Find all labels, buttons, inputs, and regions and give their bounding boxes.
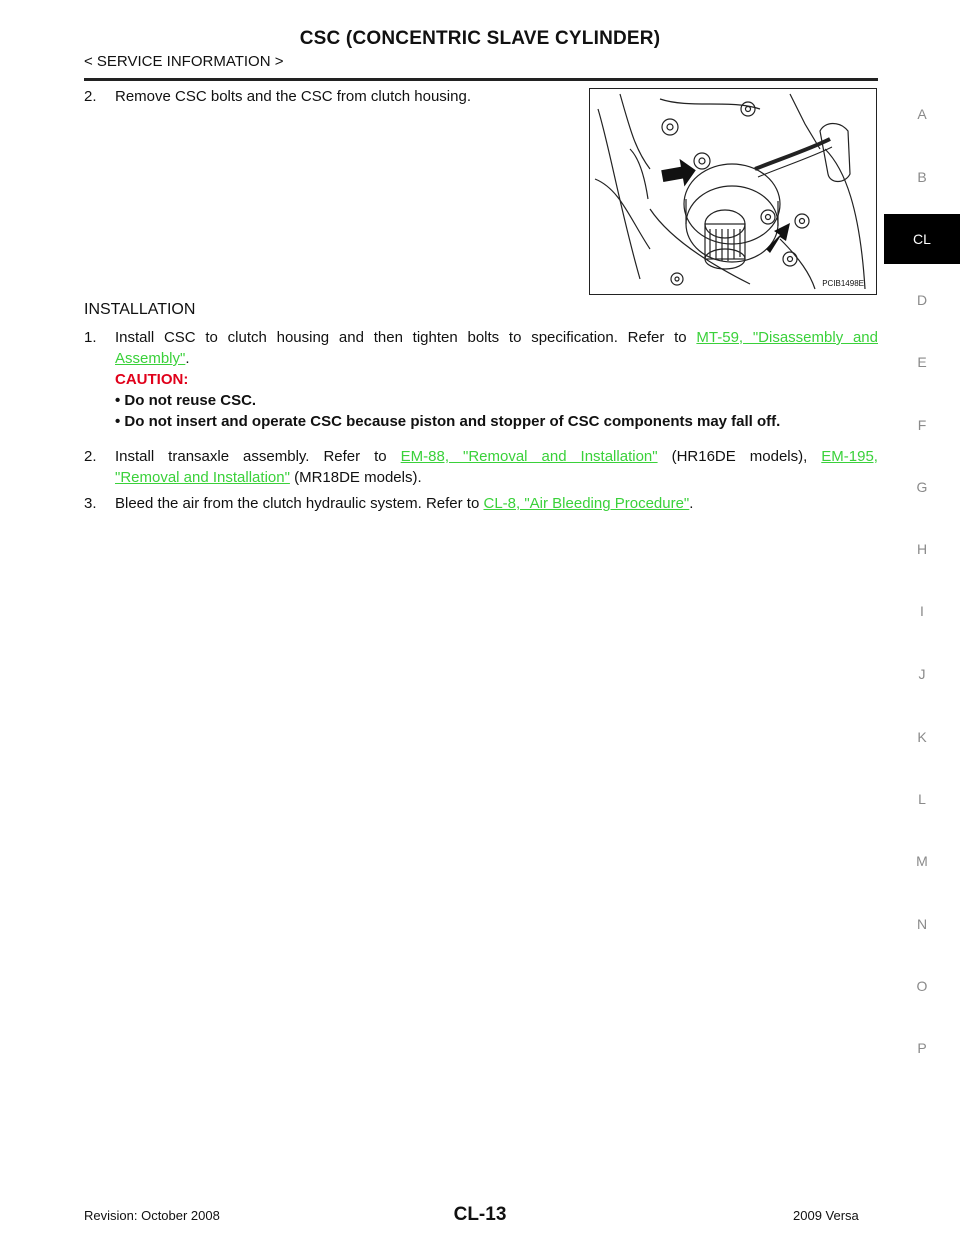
side-index-a[interactable]: A	[917, 106, 927, 122]
footer-page-number: CL-13	[453, 1204, 507, 1225]
footer-model: 2009 Versa	[793, 1208, 859, 1223]
installation-step-1	[84, 327, 878, 430]
punct: .	[689, 495, 694, 512]
csc-figure	[589, 88, 877, 295]
step-text: Remove CSC bolts and the CSC from clutch housing.	[115, 88, 471, 105]
caution-label: CAUTION:	[115, 371, 189, 388]
step-number: 3.	[84, 495, 97, 512]
side-index-n[interactable]: N	[916, 916, 928, 932]
header-rule	[84, 78, 878, 81]
side-index-g[interactable]: G	[916, 479, 928, 495]
caution-item: • Do not reuse CSC.	[115, 392, 257, 409]
section-header: < SERVICE INFORMATION >	[84, 53, 284, 70]
link-mt-59-cont[interactable]: Assembly"	[115, 350, 186, 367]
side-index-j[interactable]: J	[918, 666, 926, 682]
installation-heading: INSTALLATION	[84, 301, 196, 318]
link-em-195[interactable]: EM-195,	[821, 448, 878, 465]
side-index-i[interactable]: I	[920, 603, 924, 619]
step-number: 2.	[84, 448, 97, 465]
side-index-l[interactable]: L	[918, 791, 926, 807]
step-number: 2.	[84, 88, 97, 105]
side-index-cl-active[interactable]: CL	[884, 214, 960, 264]
step-text: (MR18DE models).	[294, 469, 422, 486]
step-text: Install CSC to clutch housing and then tighten bolts to specification. Refer to	[115, 329, 687, 346]
caution-item: • Do not insert and operate CSC because piston and stopper of CSC components may fall off.	[115, 413, 781, 430]
link-mt-59[interactable]: MT-59, "Disassembly and	[696, 329, 878, 346]
step-text: Bleed the air from the clutch hydraulic system. Refer to	[115, 495, 480, 512]
step-text: Install transaxle assembly. Refer to	[115, 448, 387, 465]
page-title: CSC (CONCENTRIC SLAVE CYLINDER)	[299, 28, 661, 49]
installation-step-2	[84, 446, 878, 490]
punct: .	[185, 350, 190, 367]
link-cl-8[interactable]: CL-8, "Air Bleeding Procedure"	[483, 495, 690, 512]
link-em-88[interactable]: EM-88, "Removal and Installation"	[400, 448, 658, 465]
step-number: 1.	[84, 329, 97, 346]
side-index-k[interactable]: K	[917, 729, 927, 745]
side-index-o[interactable]: O	[916, 978, 928, 994]
side-index-b[interactable]: B	[917, 169, 927, 185]
side-index-m[interactable]: M	[916, 853, 928, 869]
csc-illustration	[590, 89, 875, 293]
footer-revision: Revision: October 2008	[84, 1208, 220, 1223]
side-index-f[interactable]: F	[917, 417, 927, 433]
link-em-195-cont[interactable]: "Removal and Installation"	[115, 469, 290, 486]
side-index-e[interactable]: E	[917, 354, 927, 370]
arrow-icon	[660, 156, 698, 189]
side-index-d[interactable]: D	[916, 292, 928, 308]
step-text: (HR16DE models),	[671, 448, 808, 465]
figure-code: PCIB1498E	[822, 279, 864, 288]
side-index-h[interactable]: H	[916, 541, 928, 557]
side-index-p[interactable]: P	[917, 1040, 927, 1056]
